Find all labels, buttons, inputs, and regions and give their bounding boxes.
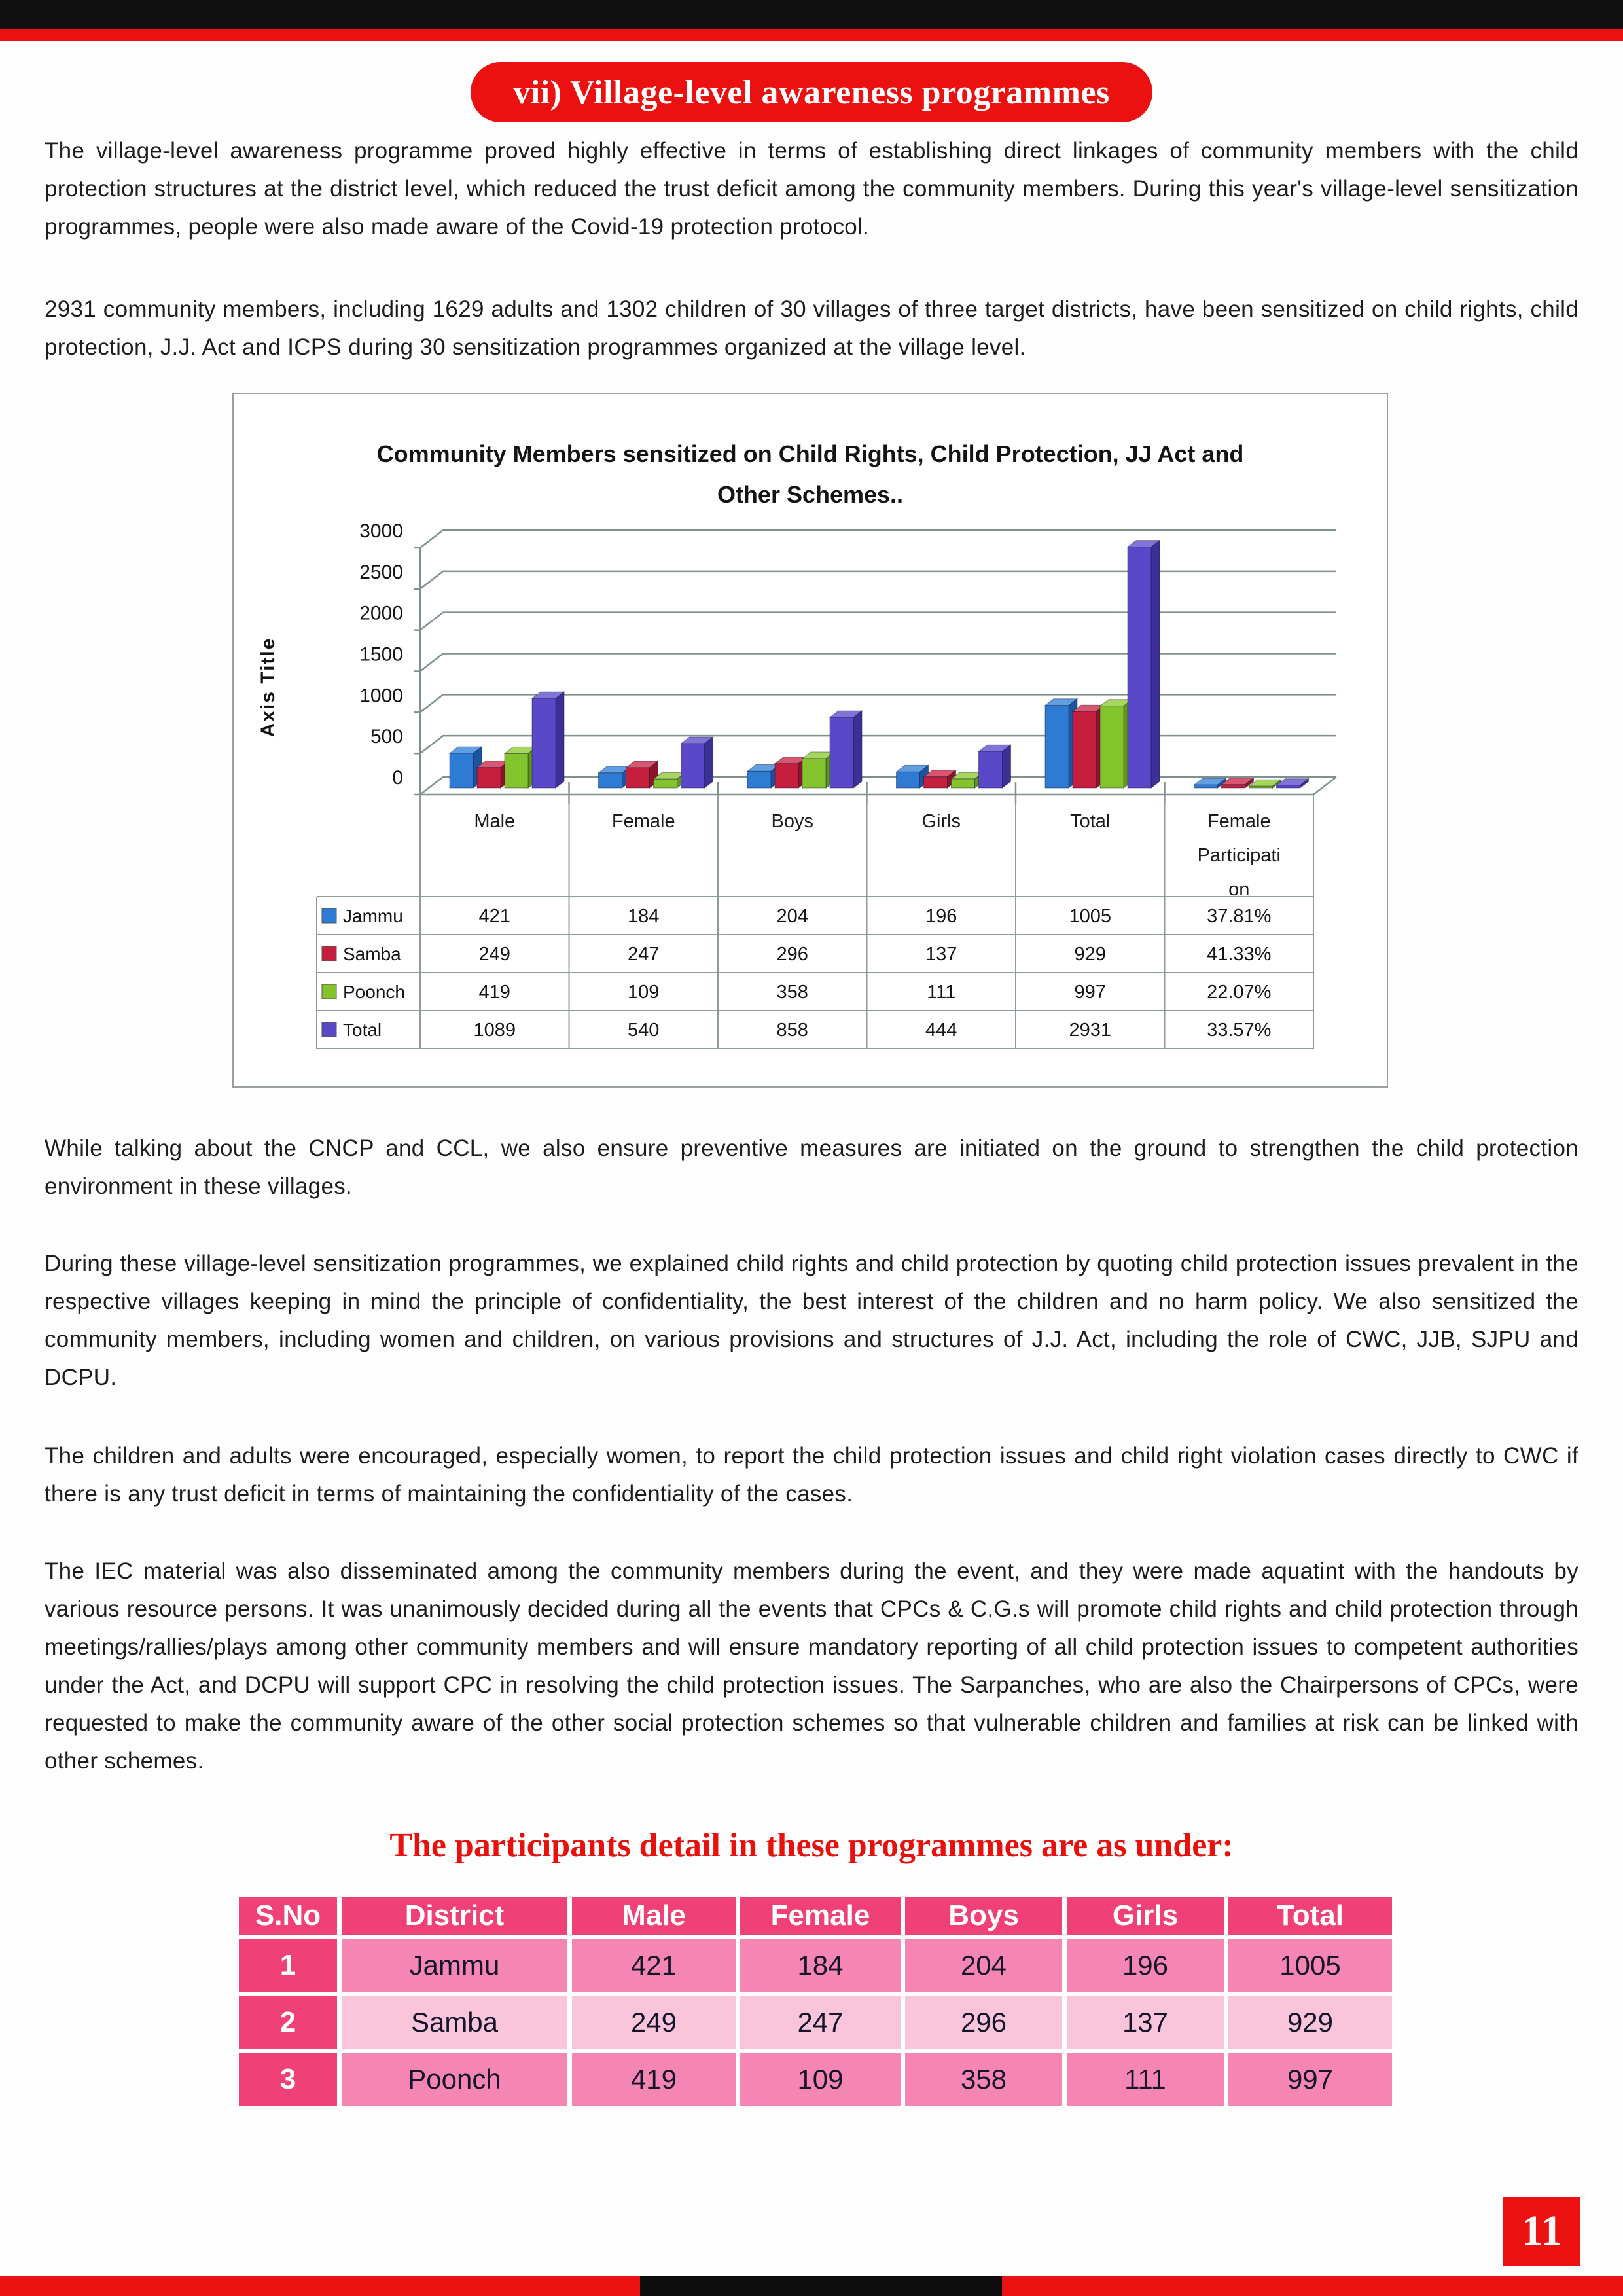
chart-tick-label: 500 — [370, 726, 403, 748]
chart-series-name: Samba — [343, 944, 401, 964]
chart-table-value: 249 — [478, 944, 510, 965]
chart-bar — [1073, 711, 1096, 788]
body-paragraph: The children and adults were encouraged, especially women, to report the child protection issues and child right violation cases directly to CWC if there is any trust deficit in terms of maintaining the confidentiality of the cases. — [45, 1443, 1578, 1507]
chart-table-value: 37.81% — [1207, 906, 1272, 927]
body-paragraph: The IEC material was also disseminated among the community members during the event, and they were made aquatint with the handouts by various resource persons. It was unanimously decided during all the events that CPCs & C.G.s will promote child rights and child protection through meetings/rallies/plays among other community members and will ensure mandatory reporting of all child protection issues to competent authorities under the Act, and DCPU will support CPC in resolving the child protection issues. The Sarpanches, who are also the Chairpersons of CPCs, were requested to make the community aware of the other social protection schemes so that vulnerable children and families at risk can be linked with other schemes. — [45, 1558, 1578, 1774]
chart-table-value: 204 — [776, 906, 808, 927]
table-cell: Samba — [342, 1996, 567, 2049]
chart-legend-key — [322, 984, 336, 999]
chart-series-name: Jammu — [343, 906, 403, 926]
chart-gridline — [420, 613, 1336, 630]
chart-bar-side — [1151, 541, 1160, 788]
chart-bar — [1222, 785, 1245, 788]
chart-bar — [1194, 785, 1218, 788]
table-cell: 247 — [740, 1996, 901, 2049]
body-paragraph: 2931 community members, including 1629 adults and 1302 children of 30 villages of three target districts, have been sensitized on child rights, child protection, J.J. Act and ICPS during 30 sensitization programmes organized at the village level. — [45, 296, 1578, 360]
chart-bar — [626, 768, 650, 788]
chart-image — [234, 394, 1387, 1086]
chart-table-value: 997 — [1074, 982, 1106, 1003]
chart-table-value: 540 — [628, 1020, 660, 1041]
chart-legend-key — [322, 1022, 336, 1037]
chart-category-label: on — [1228, 879, 1250, 900]
chart-legend-key — [322, 908, 336, 923]
table-cell: 358 — [905, 2053, 1062, 2106]
chart-category-label: Participati — [1197, 845, 1281, 866]
table-sno-cell: 1 — [239, 1939, 337, 1992]
chart-bar — [1249, 786, 1273, 788]
chart-bar — [1045, 706, 1069, 788]
chart-gridline — [420, 571, 1336, 589]
chart-table-value: 22.07% — [1207, 982, 1272, 1003]
chart-table-value: 247 — [628, 944, 660, 965]
chart-series-name: Poonch — [343, 982, 405, 1002]
chart-bar — [952, 779, 975, 788]
chart-category-label: Total — [1070, 811, 1111, 832]
section-title: vii) Village-level awareness programmes — [513, 73, 1110, 111]
chart-table-value: 421 — [478, 906, 510, 927]
chart-bar — [924, 777, 948, 788]
chart-bar — [979, 751, 1003, 788]
table-sno-cell: 3 — [239, 2053, 337, 2106]
table-cell: Jammu — [342, 1939, 567, 1992]
footer-black-segment — [640, 2276, 1002, 2296]
chart-bar — [450, 753, 473, 788]
table-cell: Poonch — [342, 2053, 567, 2106]
chart-title: Other Schemes.. — [717, 481, 904, 508]
chart-category-label: Female — [1207, 811, 1271, 832]
chart-table-value: 111 — [927, 982, 956, 1003]
chart-table-value: 419 — [478, 982, 510, 1003]
page-number: 11 — [1521, 2207, 1563, 2255]
chart-bar — [830, 717, 853, 788]
chart-bar — [532, 698, 556, 788]
chart-table-value: 137 — [925, 944, 957, 965]
table-cell: 421 — [572, 1939, 736, 1992]
body-paragraph: During these village-level sensitization programmes, we explained child rights and child protection by quoting child protection issues prevalent in the respective villages keeping in mind the principle of confidentiality, the best interest of the children and no harm policy. We also sensitized the community members, including women and children, on various provisions and structures of J.J. Act, including the role of CWC, JJB, SJPU and DCPU. — [45, 1251, 1578, 1390]
chart-series-name: Total — [343, 1020, 382, 1040]
chart-table-value: 358 — [776, 982, 808, 1003]
chart-bar-side — [705, 737, 713, 788]
body-paragraph: While talking about the CNCP and CCL, we also ensure preventive measures are initiated on the ground to strengthen the child protection environment in these villages. — [45, 1136, 1578, 1199]
chart-bar — [654, 779, 677, 788]
table-cell: 296 — [905, 1996, 1062, 2049]
table-header-cell: Female — [740, 1897, 901, 1935]
participants-table — [239, 1897, 1392, 2106]
body-paragraph: The village-level awareness programme proved highly effective in terms of establishing direct linkages of community members with the child protection structures at the district level, which reduced the trust deficit among the community members. During this year's village-level sensitization programmes, people were also made aware of the Covid-19 protection protocol. — [45, 138, 1578, 240]
chart-table-value: 33.57% — [1207, 1020, 1272, 1041]
table-cell: 249 — [572, 1996, 736, 2049]
chart-tick-label: 2500 — [359, 561, 403, 583]
page-number-badge — [1503, 2197, 1580, 2266]
chart-legend-key — [322, 946, 336, 961]
chart-title: Community Members sensitized on Child Rights, Child Protection, JJ Act and — [376, 440, 1244, 467]
chart-bar — [897, 772, 920, 788]
chart-bar — [477, 768, 501, 788]
chart-bar — [505, 753, 528, 788]
participants-heading: The participants detail in these programmes are as under: — [389, 1827, 1234, 1864]
table-header-cell: District — [342, 1897, 567, 1935]
chart-bar — [747, 771, 771, 788]
chart-table-value: 109 — [628, 982, 660, 1003]
chart-gridline — [420, 654, 1336, 672]
chart-table-value: 184 — [628, 906, 660, 927]
chart-table-value: 858 — [776, 1020, 808, 1041]
chart-bar — [775, 764, 798, 788]
chart-category-label: Girls — [921, 811, 961, 832]
chart-tick-label: 0 — [392, 767, 403, 789]
chart-table-value: 2931 — [1069, 1020, 1112, 1041]
table-cell: 184 — [740, 1939, 901, 1992]
table-header-cell: Boys — [905, 1897, 1062, 1935]
table-cell: 419 — [572, 2053, 736, 2106]
table-cell: 929 — [1228, 1996, 1392, 2049]
chart-tick-label: 2000 — [359, 602, 403, 624]
chart-table-value: 444 — [925, 1020, 957, 1041]
chart-category-label: Female — [611, 811, 675, 832]
chart-floor-edge — [1313, 777, 1336, 795]
table-header-cell: S.No — [239, 1897, 337, 1935]
chart-figure — [232, 393, 1388, 1088]
table-header-cell: Girls — [1067, 1897, 1224, 1935]
chart-bar — [1100, 706, 1124, 788]
table-cell: 196 — [1067, 1939, 1224, 1992]
chart-table-value: 296 — [776, 944, 808, 965]
table-cell: 137 — [1067, 1996, 1224, 2049]
table-cell: 1005 — [1228, 1939, 1392, 1992]
table-cell: 997 — [1228, 2053, 1392, 2106]
chart-category-label: Boys — [771, 811, 813, 832]
table-sno-cell: 2 — [239, 1996, 337, 2049]
chart-tick-label: 1000 — [359, 685, 403, 707]
table-header-cell: Total — [1228, 1897, 1392, 1935]
chart-table-value: 1089 — [473, 1020, 516, 1041]
table-header-cell: Male — [572, 1897, 736, 1935]
chart-bar — [1128, 547, 1151, 788]
table-cell: 109 — [740, 2053, 901, 2106]
chart-bar — [681, 744, 705, 788]
chart-bar-side — [556, 692, 564, 788]
top-black-bar — [0, 0, 1623, 29]
chart-bar — [802, 759, 826, 788]
chart-table-value: 41.33% — [1207, 944, 1272, 965]
top-red-stripe — [0, 29, 1623, 41]
table-cell: 111 — [1067, 2053, 1224, 2106]
chart-tick-label: 3000 — [359, 520, 403, 542]
chart-gridline — [420, 530, 1336, 548]
chart-bar — [1277, 785, 1300, 788]
chart-category-label: Male — [474, 811, 516, 832]
chart-tick-label: 1500 — [359, 643, 403, 666]
chart-table-value: 929 — [1074, 944, 1106, 965]
chart-table-value: 196 — [925, 906, 957, 927]
section-title-pill — [471, 62, 1152, 122]
chart-bar-side — [1003, 745, 1011, 788]
chart-bar-side — [853, 711, 862, 788]
table-cell: 204 — [905, 1939, 1062, 1992]
footer-red-bar — [0, 2276, 1623, 2296]
chart-table-value: 1005 — [1069, 906, 1112, 927]
chart-y-axis-title: Axis Title — [257, 637, 279, 738]
chart-bar — [599, 773, 622, 788]
